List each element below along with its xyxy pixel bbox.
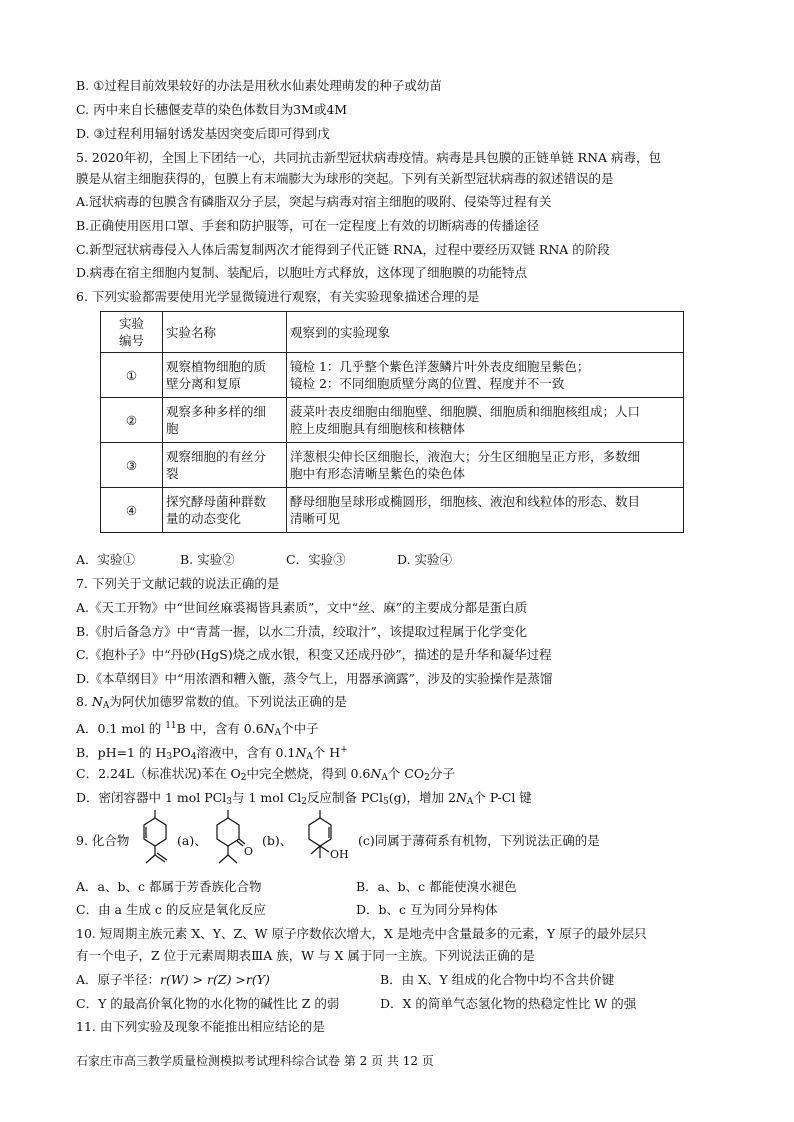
q7-option-b: B.《肘后备急方》中“青蒿一握，以水二升渍，绞取汁”，该提取过程属于化学变化 [76,624,527,639]
q8-option-a: A．0.1 mol 的 $^{11}$B 中，含有 $0.6N_A$个中子 [76,721,319,738]
q5-stem-line2: 膜是从宿主细胞获得的，包膜上有末端膨大为球形的突起。下列有关新型冠状病毒的叙述错误的是 [76,171,614,186]
table-row [101,443,684,488]
q9-option-a: A．a、b、c 都属于芳香族化合物 [76,879,262,894]
o-label: O [244,845,254,858]
row-num: ① [101,353,163,398]
q6-option-c: C．实验③ [286,552,346,567]
row-obs-line1: 洋葱根尖伸长区细胞长，液泡大；分生区细胞呈正方形，多数细 [290,449,641,464]
q7-stem: 7. 下列关于文献记载的说法正确的是 [76,576,280,591]
q6-option-a: A．实验① [76,552,136,567]
row-num: ② [101,398,163,443]
q5-option-a: A.冠状病毒的包膜含有磷脂双分子层，突起与病毒对宿主细胞的吸附、侵染等过程有关 [76,194,552,209]
q11-stem: 11. 由下列实验及现象不能推出相应结论的是 [76,1019,325,1034]
q8-stem: 8. $N_A$为阿伏加德罗常数的值。下列说法正确的是 [76,694,347,711]
q6-stem: 6. 下列实验都需要使用光学显微镜进行观察，有关实验现象描述合理的是 [76,289,480,304]
row-name-line1: 观察植物细胞的质 [166,359,267,374]
row-name-line2: 胞 [166,421,179,436]
header-exp-num-1: 实验 [118,316,144,331]
row-name-line1: 观察细胞的有丝分 [166,449,267,464]
q5-option-b: B.正确使用医用口罩、手套和防护服等，可在一定程度上有效的切断病毒的传播途径 [76,218,540,233]
q5-option-d: D.病毒在宿主细胞内复制、装配后，以胞吐方式释放，这体现了细胞膜的功能特点 [76,265,528,280]
header-observation: 观察到的实验现象 [287,312,684,353]
q8-option-b: B．pH=1 的 $H_3PO_4$溶液中，含有 $0.1N_A$个 H+ [76,745,348,762]
compound-c-structure [300,808,358,870]
q10-stem-line1: 10. 短周期主族元素 X、Y、Z、W 原子序数依次增大，X 是地壳中含量最多的元素，Y 原子的最外层只 [76,926,647,941]
q5-option-c: C.新型冠状病毒侵入人体后需复制两次才能得到子代正链 RNA，过程中要经历双链 RNA 的阶段 [76,242,610,257]
q10-stem-line2: 有一个电子，Z 位于元素周期表ⅢA 族，W 与 X 属于同一主族。下列说法正确的是 [76,948,535,963]
row-obs-line1: 菠菜叶表皮细胞由细胞壁、细胞膜、细胞质和细胞核组成；人口 [290,404,641,419]
q7-option-a: A.《天工开物》中“世间丝麻裘褐皆具素质”，文中“丝、麻”的主要成分都是蛋白质 [76,600,528,615]
q10-option-b: B．由 X、Y 组成的化合物中均不含共价键 [380,972,615,987]
row-obs-line2: 镜检 2：不同细胞质壁分离的位置、程度并不一致 [290,376,565,391]
q10-option-a: A．原子半径：r(W) > r(Z) >r(Y) [76,972,270,987]
q8-option-c: C．2.24L（标准状况)苯在 $O_2$中完全燃烧，得到 $0.6N_A$个 $CO_2$分子 [76,766,455,783]
q9-label-a: (a)、 [177,833,207,848]
q9-option-c: C．由 a 生成 c 的反应是氧化反应 [76,902,266,917]
page-footer: 石家庄市高三教学质量检测模拟考试理科综合试卷 第 2 页 共 12 页 [76,1054,434,1068]
table-row [101,488,684,533]
compound-b-structure [208,808,258,870]
q7-option-d: D.《本草纲目》中“用浓酒和糟入甑，蒸令气上，用器承滴露”，涉及的实验操作是蒸馏 [76,671,553,686]
q6-option-b: B. 实验② [180,552,235,567]
q10-option-d: D．X 的简单气态氢化物的热稳定性比 W 的强 [380,996,637,1011]
q9-option-d: D．b、c 互为同分异构体 [356,902,498,917]
row-num: ④ [101,488,163,533]
row-num: ③ [101,443,163,488]
q7-option-c: C.《抱朴子》中“丹砂(HgS)烧之成水银，积变又还成丹砂”，描述的是升华和凝华过程 [76,647,552,662]
row-obs-line2: 胞中有形态清晰呈紫色的染色体 [290,466,466,481]
q4-option-b: B. ①过程目前效果较好的办法是用秋水仙素处理萌发的种子或幼苗 [76,78,442,93]
row-name-line2: 壁分离和复原 [166,376,242,391]
q6-option-d: D. 实验④ [397,552,453,567]
row-obs-line1: 镜检 1：几乎整个紫色洋葱鳞片叶外表皮细胞呈紫色； [290,359,590,374]
q9-option-b: B．a、b、c 都能使溴水褪色 [356,879,517,894]
q10-option-c: C．Y 的最高价氧化物的水化物的碱性比 Z 的弱 [76,996,340,1011]
table-header-row [101,312,684,353]
row-obs-line2: 腔上皮细胞具有细胞核和核糖体 [290,421,466,436]
compound-a-structure [135,808,175,870]
q5-stem-line1: 5. 2020年初，全国上下团结一心，共同抗击新型冠状病毒疫情。病毒是具包膜的正链单链 RNA 病毒，包 [76,150,662,165]
row-name-line1: 探究酵母菌种群数 [166,494,267,509]
q4-option-d: D. ③过程利用辐射诱发基因突变后即可得到戊 [76,126,330,141]
q6-table [100,311,684,533]
row-name-line2: 量的动态变化 [166,511,242,526]
row-name-line1: 观察多种多样的细 [166,404,267,419]
header-exp-name: 实验名称 [163,312,287,353]
oh-label: OH [330,848,349,861]
row-obs-line2: 清晰可见 [290,511,341,526]
header-exp-num-2: 编号 [118,333,144,348]
table-row [101,353,684,398]
table-row [101,398,684,443]
row-name-line2: 裂 [166,466,179,481]
q9-label-b: (b)、 [262,833,293,848]
q4-option-c: C. 丙中来自长穗偃麦草的染色体数目为3M或4M [76,102,348,117]
row-obs-line1: 酵母细胞呈球形或椭圆形，细胞核、液泡和线粒体的形态、数目 [290,494,641,509]
q8-option-d: D．密闭容器中 1 mol PCl$_3$与 1 mol $Cl_2$反应制备 PCl$_5$(g)，增加 $2N_A$个 P-Cl 键 [76,790,532,807]
q9-stem: 9. 化合物 [76,833,130,848]
q9-label-c: (c)同属于薄荷系有机物，下列说法正确的是 [358,833,600,848]
